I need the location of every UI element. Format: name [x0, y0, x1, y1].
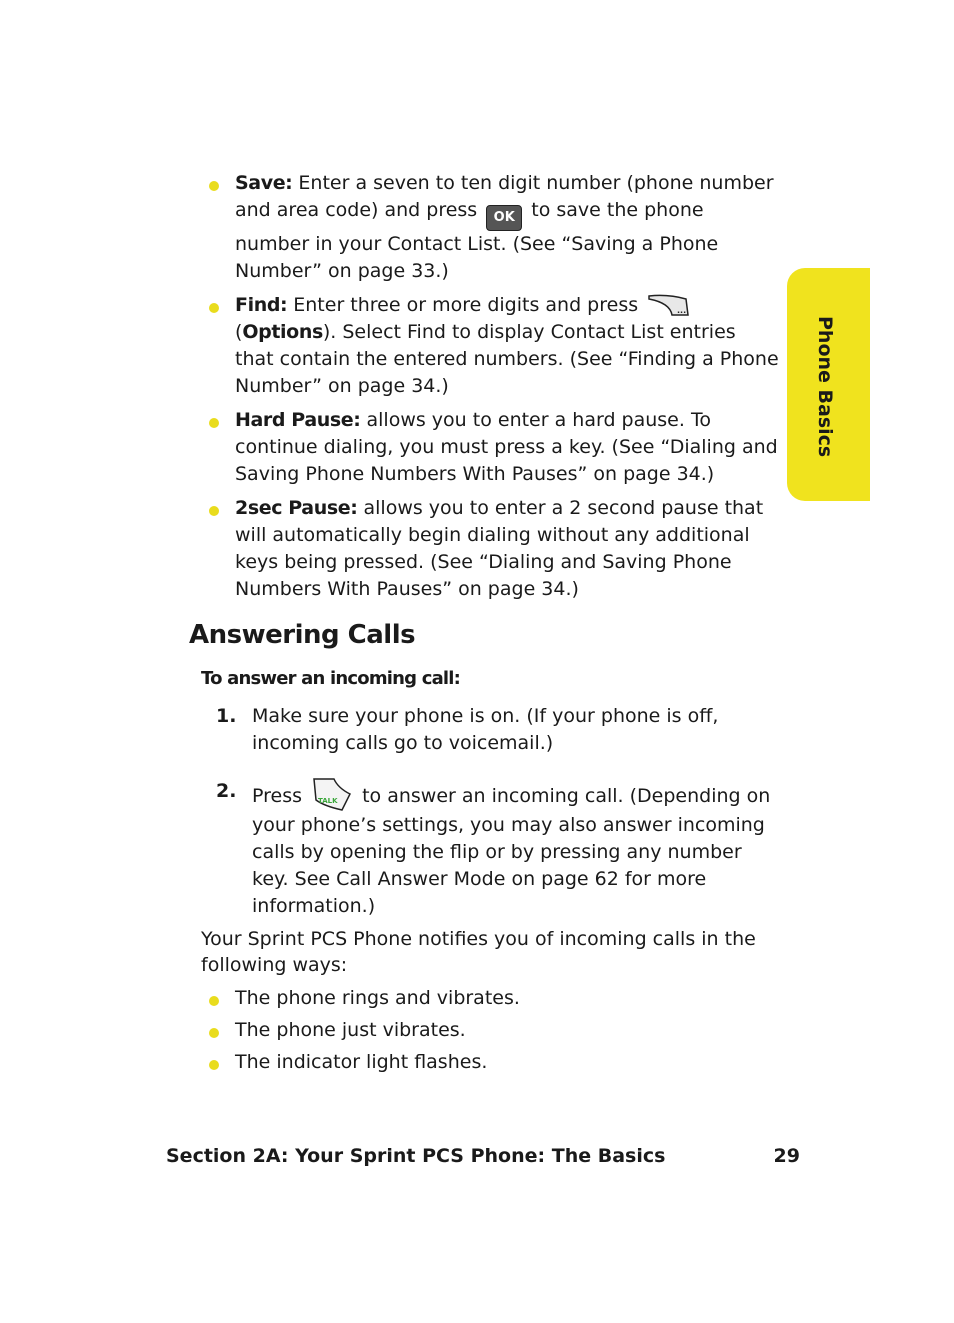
step-number: 2. — [216, 780, 237, 802]
bullet-2sec-pause — [235, 495, 780, 603]
ok-key-icon: OK — [486, 205, 522, 231]
notification-ways-list — [235, 985, 755, 1081]
bullet-text: Enter three or more digits and press — [287, 294, 645, 316]
step-item — [216, 703, 782, 757]
bullet-text: Enter a seven to ten digit number (phone number and area code) and press — [235, 172, 774, 221]
bullet-save — [235, 170, 780, 285]
side-tab-label: Phone Basics — [814, 316, 836, 458]
footer-section-title: Section 2A: Your Sprint PCS Phone: The Basics — [166, 1145, 666, 1167]
list-item: The indicator light flashes. — [235, 1049, 755, 1076]
page-number: 29 — [773, 1145, 800, 1167]
bullet-term: Hard Pause: — [235, 409, 361, 431]
softkey-icon — [648, 293, 690, 317]
options-label: Options — [242, 321, 323, 343]
bullet-text: ( — [235, 321, 243, 343]
step-text: Make sure your phone is on. (If your phone is off, incoming calls go to voicemail.) — [252, 705, 719, 754]
page-footer — [166, 1145, 800, 1167]
steps-list — [216, 703, 782, 920]
talk-key-label: TALK — [318, 797, 338, 805]
bullet-term: 2sec Pause: — [235, 497, 358, 519]
softkey-icon-label: ... — [677, 306, 687, 315]
bullet-text: ). Select Find to display Contact List entries that contain the entered numbers. (See “Finding a Phone Number” on page 34.) — [235, 321, 779, 397]
step-item — [216, 778, 782, 920]
step-text: Press — [252, 785, 309, 807]
section-heading: Answering Calls — [189, 620, 416, 650]
list-item: The phone rings and vibrates. — [235, 985, 755, 1012]
bullet-find — [235, 292, 780, 400]
bullet-text: allows you to enter a 2 second pause that will automatically begin dialing without any additional keys being pressed. (See “Dialing and Saving Phone Numbers With Pauses” on page 34.) — [235, 497, 764, 600]
bullet-hard-pause — [235, 407, 780, 488]
list-item: The phone just vibrates. — [235, 1017, 755, 1044]
bullet-term: Find: — [235, 294, 288, 316]
body-paragraph: Your Sprint PCS Phone notifies you of incoming calls in the following ways: — [201, 928, 756, 976]
section-side-tab — [787, 268, 870, 501]
step-text: to answer an incoming call. (Depending on your phone’s settings, you may also answer incoming calls by opening the flip or by pressing any number key. See Call Answer Mode on page 62 for more information.) — [252, 785, 771, 917]
bullet-text: allows you to enter a hard pause. To continue dialing, you must press a key. (See “Dialing and Saving Phone Numbers With Pauses” on page 34.) — [235, 409, 778, 485]
bullet-term: Save: — [235, 172, 293, 194]
procedure-subheading: To answer an incoming call: — [201, 668, 461, 689]
talk-key-icon — [312, 778, 352, 812]
option-bullet-list — [235, 170, 780, 610]
bullet-text: to save the phone number in your Contact List. (See “Saving a Phone Number” on page 33.) — [235, 199, 719, 282]
step-number: 1. — [216, 705, 237, 727]
